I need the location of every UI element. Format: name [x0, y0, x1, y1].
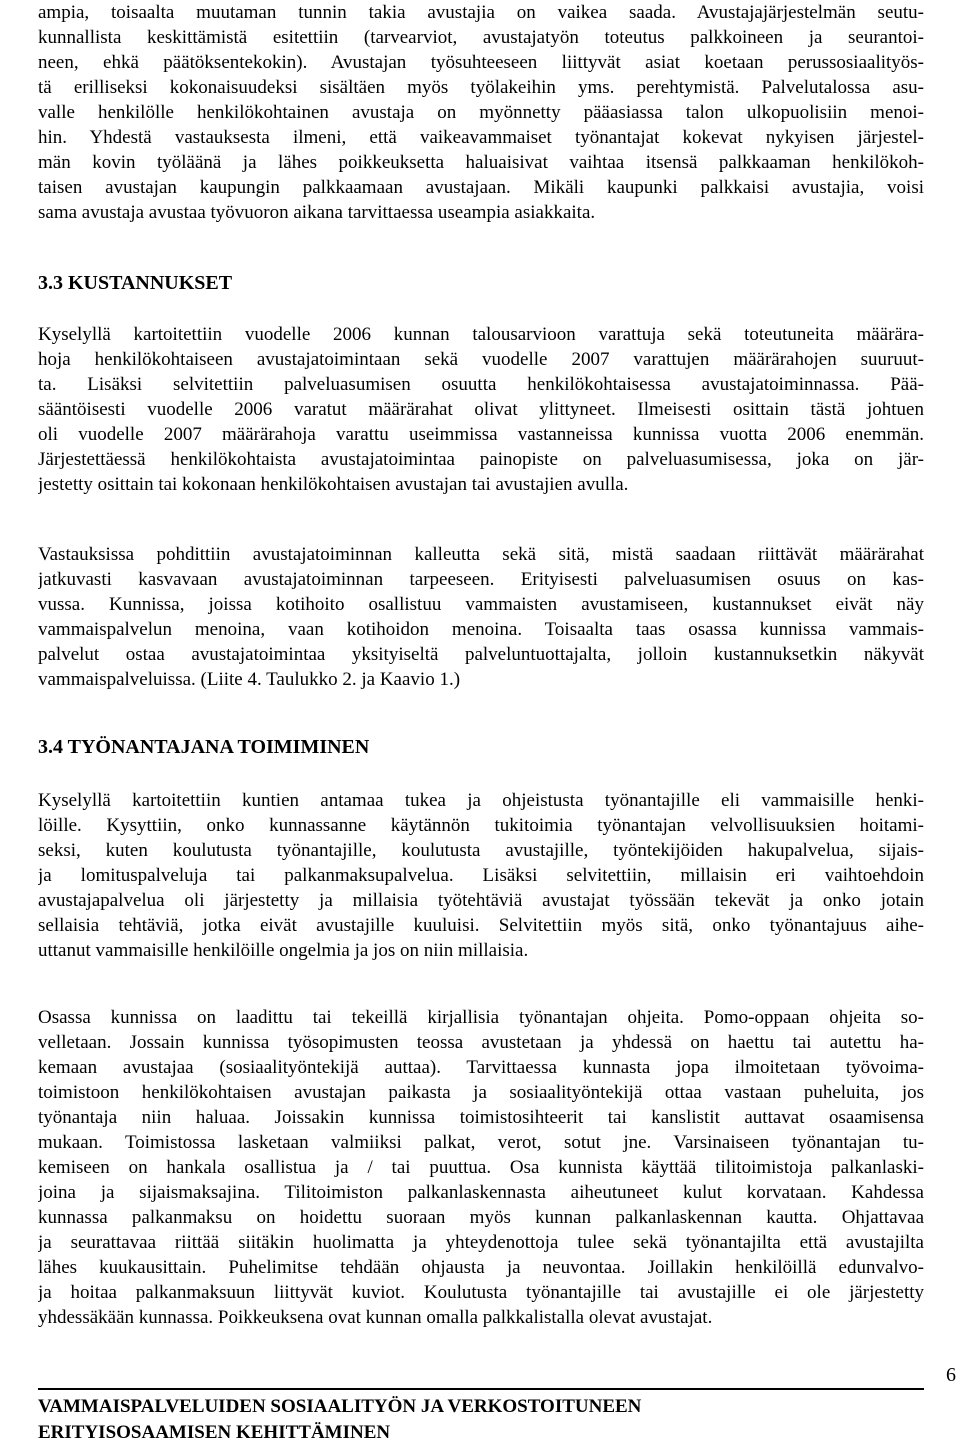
footer-divider: [38, 1388, 924, 1390]
text-line: ta. Lisäksi selvitettiin palveluasumisen osuutta henkilökohtaisessa avustajatoiminnassa. Pää-: [38, 374, 924, 395]
text-line: tä erilliseksi kokonaisuudeksi sisältäen myös työlakeihin yms. perehtymistä. Palvelutalossa asu-: [38, 77, 924, 98]
text-line: Vastauksissa pohdittiin avustajatoiminnan kalleutta sekä sitä, mistä saadaan riittävät määrärahat: [38, 544, 924, 565]
text-line: kunnassa palkanmaksu on hoidettu suoraan myös kunnan palkanlaskennan kautta. Ohjattavaa: [38, 1207, 924, 1228]
text-line: yhdessäkään kunnassa. Poikkeuksena ovat kunnan omalla palkkalistalla olevat avustajat.: [38, 1307, 713, 1328]
text-line: hoja henkilökohtaiseen avustajatoimintaan sekä vuodelle 2007 varattujen määrärahojen suuruut-: [38, 349, 924, 370]
paragraph-kustannukset-kysely: [38, 322, 924, 497]
page-footer: [38, 1394, 641, 1446]
text-line: Järjestettäessä henkilökohtaista avustajatoimintaa painopiste on palveluasumisessa, joka on jär-: [38, 449, 924, 470]
text-line: mukaan. Toimistossa lasketaan valmiiksi palkat, verot, sotut jne. Varsinaiseen työnantajan tu-: [38, 1132, 924, 1153]
text-line: ampia, toisaalta muutaman tunnin takia avustajia on vaikea saada. Avustajajärjestelmän seutu-: [38, 2, 924, 23]
text-line: taisen avustajan kaupungin palkkaamaan avustajaan. Mikäli kaupunki palkkaisi avustajia, voisi: [38, 177, 924, 198]
text-line: palvelut ostaa avustajatoimintaa yksityiseltä palveluntuottajalta, jolloin kustannuksetkin näkyvät: [38, 644, 924, 665]
text-line: sääntöisesti vuodelle 2006 varatut määrärahat olivat ylittyneet. Ilmeisesti osittain tästä johtuen: [38, 399, 924, 420]
text-line: Kyselyllä kartoitettiin kuntien antamaa tukea ja ohjeistusta työnantajille eli vammaisille henki-: [38, 790, 924, 811]
text-line: ja seurattavaa riittää siitäkin huolimatta ja yhteydenottoja tulee sekä työnantajilta että avustajilta: [38, 1232, 924, 1253]
footer-line: VAMMAISPALVELUIDEN SOSIAALITYÖN JA VERKOSTOITUNEEN: [38, 1396, 642, 1417]
text-line: työnantaja niin haluaa. Joissakin kunnissa toimistosihteerit tai kanslistit auttavat osaamisensa: [38, 1107, 924, 1128]
text-line: jatkuvasti kasvavaan avustajatoiminnan tarpeeseen. Erityisesti palveluasumisen osuus on kas-: [38, 569, 924, 590]
text-line: seksi, kuten koulutusta työnantajille, koulutusta avustajille, työntekijöiden hakupalvelua, sijais-: [38, 840, 924, 861]
text-line: kemaan avustajaa (sosiaalityöntekijä auttaa). Tarvittaessa kunnasta jopa ilmoitetaan työvoima-: [38, 1057, 924, 1078]
page-number: 6: [946, 1364, 956, 1386]
footer-line: ERITYISOSAAMISEN KEHITTÄMINEN: [38, 1422, 391, 1443]
text-line: lähes kuukausittain. Puhelimitse tehdään ohjausta ja neuvontaa. Joillakin henkilöillä edunvalvo-: [38, 1257, 924, 1278]
paragraph-kalleus: [38, 542, 924, 692]
text-line: uttanut vammaisille henkilöille ongelmia ja jos on niin millaisia.: [38, 940, 529, 961]
section-heading-kustannukset: 3.3 KUSTANNUKSET: [38, 272, 233, 294]
text-line: sama avustaja avustaa työvuoron aikana tarvittaessa useampia asiakkaita.: [38, 202, 596, 223]
text-line: ja hoitaa palkanmaksuun liittyvät kuviot. Koulutusta työnantajille tai avustajille ei ole järjestetty: [38, 1282, 924, 1303]
text-line: vammaispalvelun menoina, vaan kotihoidon menoina. Toisaalta taas osassa kunnissa vammais-: [38, 619, 924, 640]
text-line: jestetty osittain tai kokonaan henkilökohtaisen avustajan tai avustajien avulla.: [38, 474, 629, 495]
text-line: vammaispalveluissa. (Liite 4. Taulukko 2. ja Kaavio 1.): [38, 669, 461, 690]
section-heading-tyonantajana: 3.4 TYÖNANTAJANA TOIMIMINEN: [38, 736, 370, 758]
text-line: velletaan. Jossain kunnissa työsopimusten teossa avustetaan ja yhdessä on haettu tai autettu ha-: [38, 1032, 924, 1053]
text-line: Osassa kunnissa on laadittu tai tekeillä kirjallisia työnantajan ohjeita. Pomo-oppaan ohjeita so-: [38, 1007, 924, 1028]
text-line: oli vuodelle 2007 määrärahoja varattu useimmissa vastanneissa kunnissa vuotta 2006 enemmän.: [38, 424, 924, 445]
text-line: kemiseen on hankala osallistua ja / tai puuttua. Osa kunnista käyttää tilitoimistoja palkanlaski-: [38, 1157, 924, 1178]
paragraph-tyonantaja-kysely: [38, 788, 924, 963]
text-line: avustajapalvelua oli järjestetty ja millaisia työtehtäviä avustajat työssään tekevät ja onko jotain: [38, 890, 924, 911]
text-line: joina ja sijaismaksajina. Tilitoimiston palkanlaskennasta aiheutuneet kulut korvataan. Kahdessa: [38, 1182, 924, 1203]
paragraph-avustajajarjestelma: [38, 0, 924, 225]
text-line: Kyselyllä kartoitettiin vuodelle 2006 kunnan talousarvioon varattuja sekä toteutuneita määrära-: [38, 324, 924, 345]
text-line: ja lomituspalveluja tai palkanmaksupalvelua. Lisäksi selvitettiin, millaisin eri vaihtoehdoin: [38, 865, 924, 886]
text-line: män kovin työläänä ja lähes poikkeuksetta haluaisivat vaihtaa itsensä palkkaaman henkilökoh-: [38, 152, 924, 173]
text-line: kunnallista keskittämistä esitettiin (tarvearviot, avustajatyön toteutus palkkoineen ja seurantoi-: [38, 27, 924, 48]
text-line: hin. Yhdestä vastauksesta ilmeni, että vaikeavammaiset työnantajat kokevat nykyisen järjestel-: [38, 127, 924, 148]
text-line: valle henkilölle henkilökohtainen avustaja on myönnetty pääasiassa talon ulkopuolisiin menoi-: [38, 102, 924, 123]
text-line: vussa. Kunnissa, joissa kotihoito osallistuu vammaisten avustamiseen, kustannukset eivät näy: [38, 594, 924, 615]
text-line: sellaisia tehtäviä, jotka eivät avustajille kuuluisi. Selvitettiin myös sitä, onko työnantajuus aihe-: [38, 915, 924, 936]
text-line: löille. Kysyttiin, onko kunnassanne käytännön tukitoimia työnantajan velvollisuuksien hoitami-: [38, 815, 924, 836]
paragraph-ohjeet: [38, 1005, 924, 1330]
text-line: toimistoon henkilökohtaisen avustajan paikasta ja sosiaalityöntekijä ottaa vastaan puheluita, jos: [38, 1082, 924, 1103]
text-line: neen, ehkä päätöksentekokin). Avustajan työsuhteeseen liittyvät asiat koetaan perussosiaalityös-: [38, 52, 924, 73]
